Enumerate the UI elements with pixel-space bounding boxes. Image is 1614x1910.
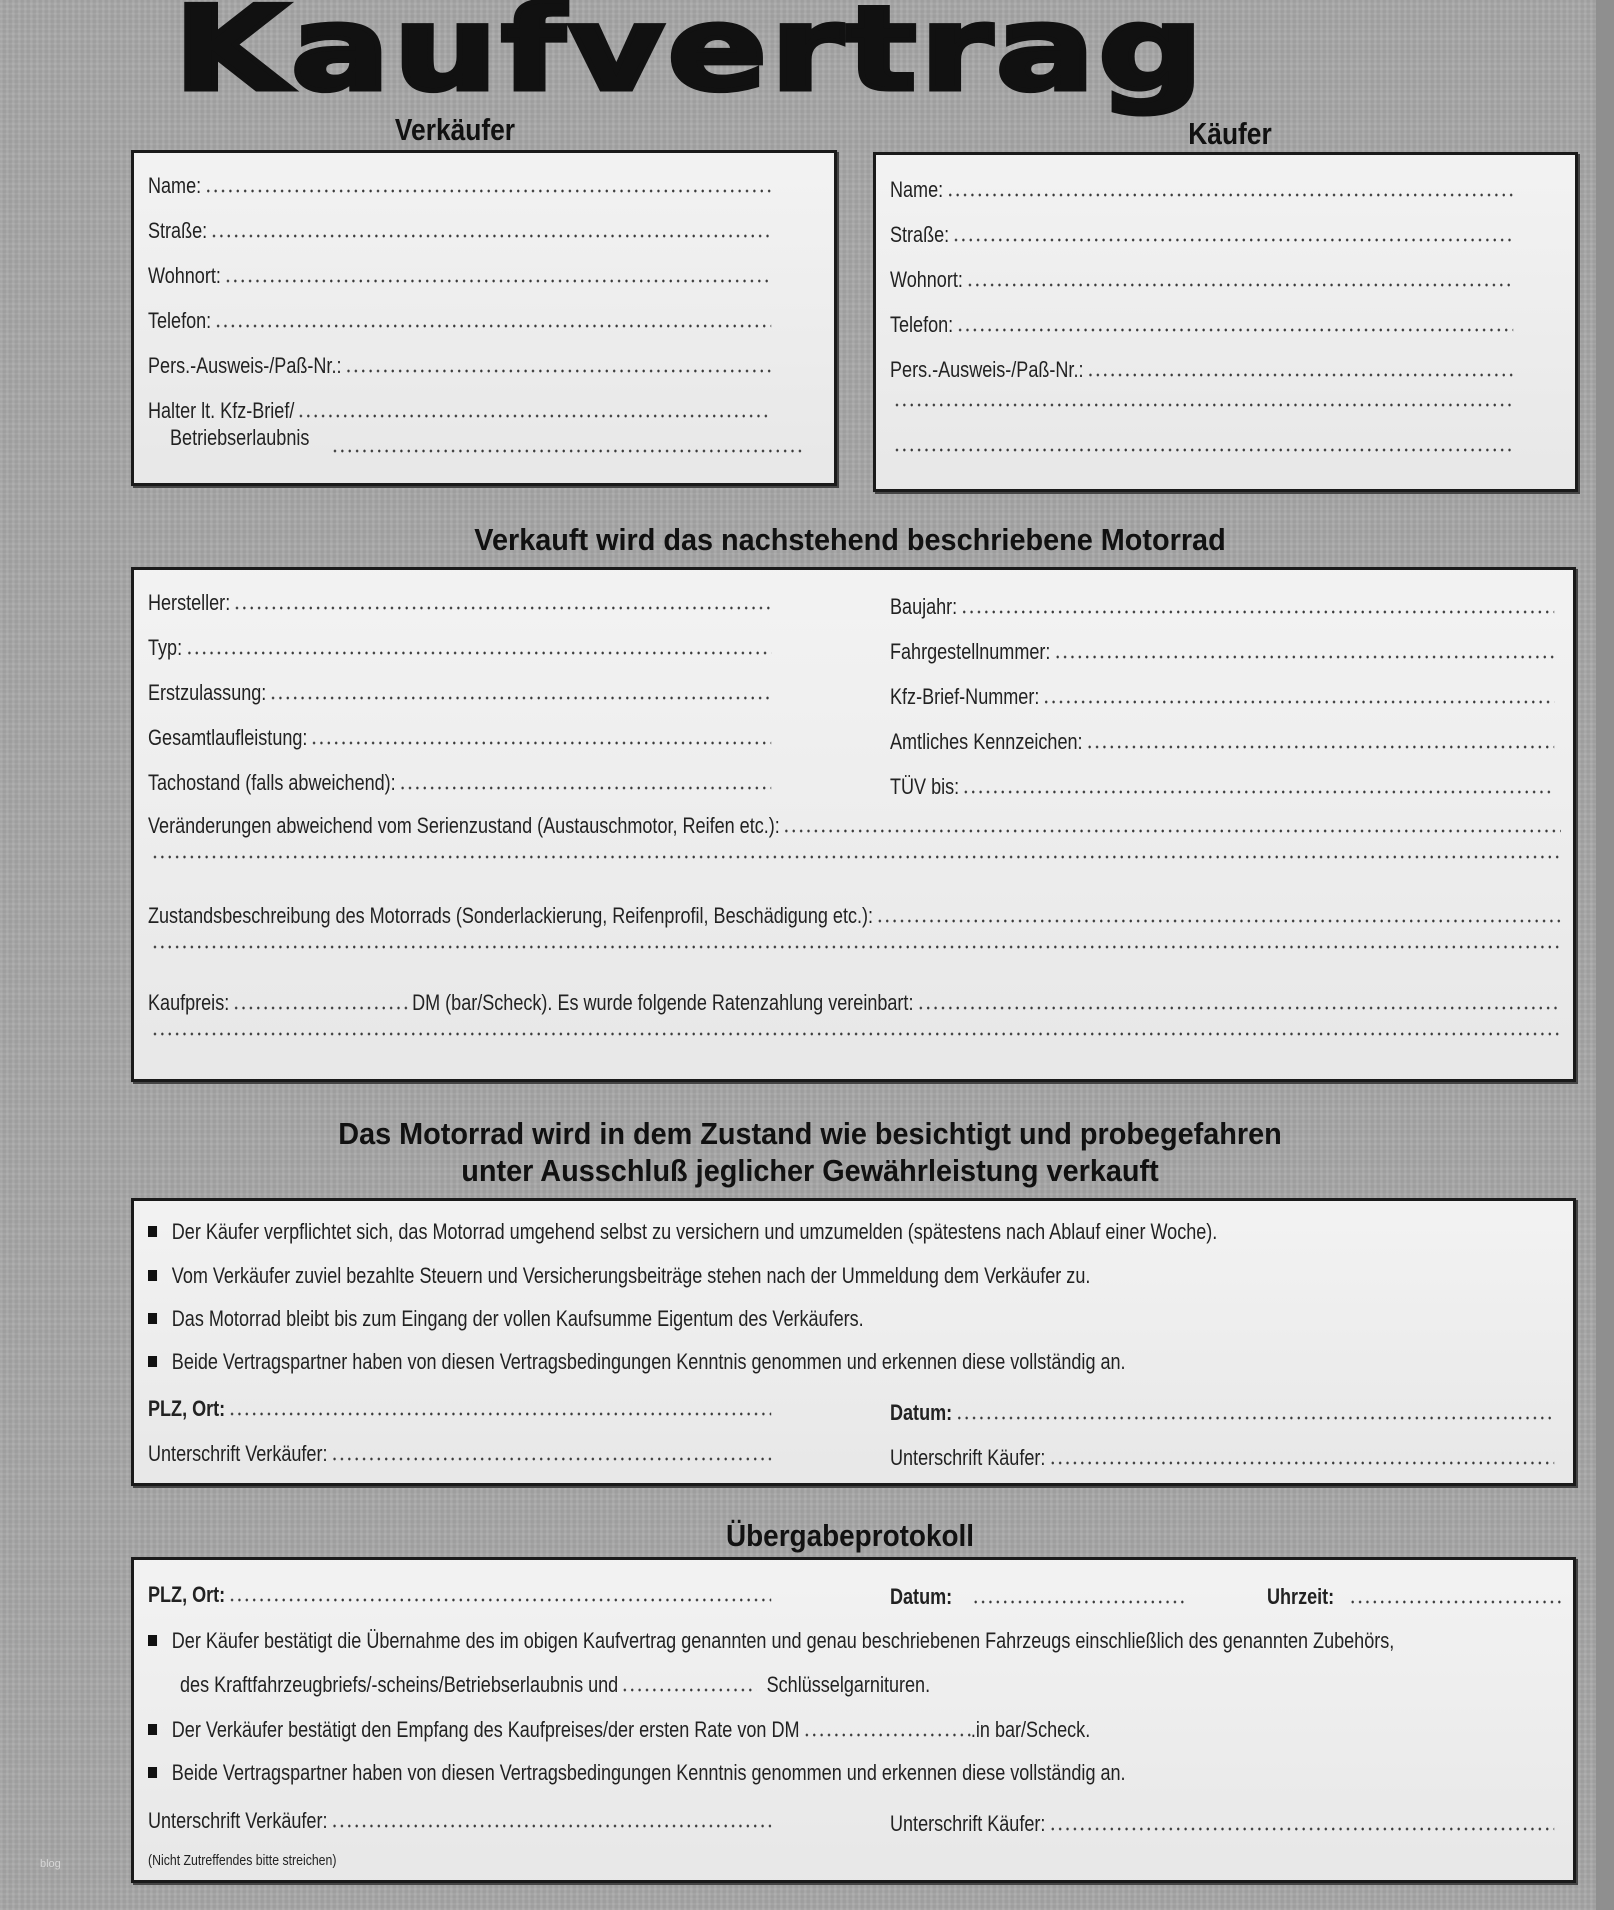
fill-line[interactable] [345,369,771,373]
warranty-heading-line2: unter Ausschluß jeglicher Gewährleistung verkauft [461,1153,1159,1188]
handover-box [131,1557,1576,1883]
handover-clause-1: Der Käufer bestätigt die Übernahme des im obigen Kaufvertrag genannten und genau beschriebenen Fahrzeugs einschließlich des genannten Zubehörs, [148,1628,1542,1654]
footnote: (Nicht Zutreffendes bitte streichen) [148,1852,337,1869]
buyer-heading: Käufer [1188,116,1272,151]
contract-place-field[interactable]: PLZ, Ort: [148,1396,771,1422]
handover-place-field[interactable]: PLZ, Ort: [148,1582,771,1608]
document-title: Kaufvertrag [174,0,1207,117]
watermark: blog [40,1858,61,1870]
fill-line[interactable] [1043,700,1555,704]
fill-line[interactable] [1054,655,1554,659]
buyer-phone-field[interactable]: Telefon: [890,312,1513,338]
manufacturer-field[interactable]: Hersteller: [148,590,771,616]
modifications-field[interactable]: Veränderungen abweichend vom Serienzustand (Austauschmotor, Reifen etc.): [148,813,1561,839]
fill-line[interactable] [966,283,1513,287]
fill-line[interactable] [185,651,771,655]
fill-line[interactable] [1349,1600,1562,1604]
total-mileage-field[interactable]: Gesamtlaufleistung: [148,725,771,751]
contract-date-field[interactable]: Datum: [890,1400,1554,1426]
fill-line[interactable] [1049,1827,1555,1831]
fill-line[interactable] [399,786,771,790]
bullet-square-icon [148,1635,157,1646]
fill-line[interactable] [298,414,772,418]
bullet-square-icon [148,1226,157,1237]
warranty-box [131,1198,1576,1486]
handover-seller-signature-field[interactable]: Unterschrift Verkäufer: [148,1808,771,1834]
condition-field[interactable]: Zustandsbeschreibung des Motorrads (Sonderlackierung, Reifenprofil, Beschädigung etc.): [148,903,1561,929]
buyer-street-field[interactable]: Straße: [890,222,1513,248]
fill-line[interactable] [151,855,1561,859]
bullet-square-icon [148,1313,157,1324]
fill-line[interactable] [151,945,1561,949]
fill-line[interactable] [311,741,771,745]
fill-line[interactable] [1086,745,1554,749]
inspection-until-field[interactable]: TÜV bis: [890,774,1554,800]
warranty-clause: Der Käufer verpflichtet sich, das Motorrad umgehend selbst zu versichern und umzumelden (spätestens nach Ablauf einer Woche). [148,1219,1460,1245]
type-field[interactable]: Typ: [148,635,771,661]
fill-line[interactable] [960,610,1554,614]
warranty-heading-line1: Das Motorrad wird in dem Zustand wie besichtigt und probegefahren [338,1116,1282,1151]
first-registration-field[interactable]: Erstzulassung: [148,680,771,706]
condition-field-line2[interactable] [148,945,1561,955]
fill-line[interactable] [893,403,1513,407]
fill-line[interactable] [783,829,1561,833]
fill-line[interactable] [151,1032,1561,1036]
fill-line[interactable] [893,448,1513,452]
buyer-box [873,152,1578,492]
handover-heading: Übergabeprotokoll [725,1518,975,1553]
page-edge-shadow [1596,0,1614,1910]
odometer-field[interactable]: Tachostand (falls abweichend): [148,770,771,796]
bullet-square-icon [148,1356,157,1367]
fill-line[interactable] [270,696,772,700]
handover-date-field[interactable]: Datum: [890,1584,1185,1610]
fill-line[interactable] [956,328,1513,332]
seller-city-field[interactable]: Wohnort: [148,263,771,289]
buyer-name-field[interactable]: Name: [890,177,1513,203]
buyer-extra-line-1[interactable] [890,403,1513,413]
seller-name-field[interactable]: Name: [148,173,771,199]
seller-holder-label-line2: Betriebserlaubnis [170,425,310,450]
seller-id-field[interactable]: Pers.-Ausweis-/Paß-Nr.: [148,353,771,379]
handover-clause-3: Beide Vertragspartner haben von diesen Vertragsbedingungen Kenntnis genommen und erkennen diese vollständig an. [148,1760,1460,1786]
vehicle-heading: Verkauft wird das nachstehend beschriebene Motorrad [474,522,1226,557]
seller-holder-field-line2[interactable] [328,449,804,459]
installment-fill-line[interactable] [917,1006,1561,1010]
fill-line[interactable] [876,919,1561,923]
installment-field-line2[interactable] [148,1032,1561,1042]
warranty-clause: Vom Verkäufer zuviel bezahlte Steuern und Versicherungsbeiträge stehen nach der Ummeldung dem Verkäufer zu. [148,1263,1460,1289]
handover-payment-field[interactable]: Der Verkäufer bestätigt den Empfang des Kaufpreises/der ersten Rate von DM .in bar/Scheck. [148,1717,1460,1743]
fill-line[interactable] [1049,1461,1555,1465]
handover-keys-field[interactable]: des Kraftfahrzeugbriefs/-scheins/Betriebserlaubnis und Schlüsselgarnituren. [180,1672,931,1697]
buyer-extra-line-2[interactable] [890,448,1513,458]
bullet-square-icon [148,1270,157,1281]
seller-street-field[interactable]: Straße: [148,218,771,244]
seller-phone-field[interactable]: Telefon: [148,308,771,334]
price-field[interactable]: Kaufpreis: DM (bar/Scheck). Es wurde folgende Ratenzahlung vereinbart: [148,990,1561,1016]
warranty-clause: Beide Vertragspartner haben von diesen Vertragsbedingungen Kenntnis genommen und erkennen diese vollständig an. [148,1349,1460,1375]
chassis-number-field[interactable]: Fahrgestellnummer: [890,639,1554,665]
fill-line[interactable] [1087,373,1513,377]
fill-line[interactable] [955,1416,1554,1420]
fill-line[interactable] [972,1600,1185,1604]
build-year-field[interactable]: Baujahr: [890,594,1554,620]
seller-box [131,150,837,486]
seller-holder-field[interactable]: Halter lt. Kfz-Brief/ [148,398,771,424]
handover-time-field[interactable]: Uhrzeit: [1267,1584,1562,1610]
fill-line[interactable] [228,1598,771,1602]
fill-line[interactable] [224,279,771,283]
buyer-id-field[interactable]: Pers.-Ausweis-/Paß-Nr.: [890,357,1513,383]
price-fill-line[interactable] [233,1006,409,1010]
fill-line[interactable] [331,449,803,453]
seller-heading: Verkäufer [394,112,516,147]
fill-line[interactable] [946,193,1513,197]
payment-amount-fill-line[interactable] [803,1733,971,1737]
warranty-clause: Das Motorrad bleibt bis zum Eingang der vollen Kaufsumme Eigentum des Verkäufers. [148,1306,1460,1332]
keys-count-fill-line[interactable] [621,1688,756,1692]
fill-line[interactable] [214,324,771,328]
contract-seller-signature-field[interactable]: Unterschrift Verkäufer: [148,1441,771,1467]
contract-buyer-signature-field[interactable]: Unterschrift Käufer: [890,1445,1554,1471]
fill-line[interactable] [331,1824,771,1828]
license-plate-field[interactable]: Amtliches Kennzeichen: [890,729,1554,755]
fill-line[interactable] [952,238,1513,242]
bullet-square-icon [148,1724,157,1735]
fill-line[interactable] [331,1457,771,1461]
registration-doc-number-field[interactable]: Kfz-Brief-Nummer: [890,684,1554,710]
fill-line[interactable] [204,189,771,193]
handover-buyer-signature-field[interactable]: Unterschrift Käufer: [890,1811,1554,1837]
fill-line[interactable] [210,234,771,238]
modifications-field-line2[interactable] [148,855,1561,865]
fill-line[interactable] [233,606,771,610]
vehicle-box [131,567,1576,1082]
bullet-square-icon [148,1767,157,1778]
fill-line[interactable] [228,1412,771,1416]
buyer-city-field[interactable]: Wohnort: [890,267,1513,293]
fill-line[interactable] [962,790,1554,794]
